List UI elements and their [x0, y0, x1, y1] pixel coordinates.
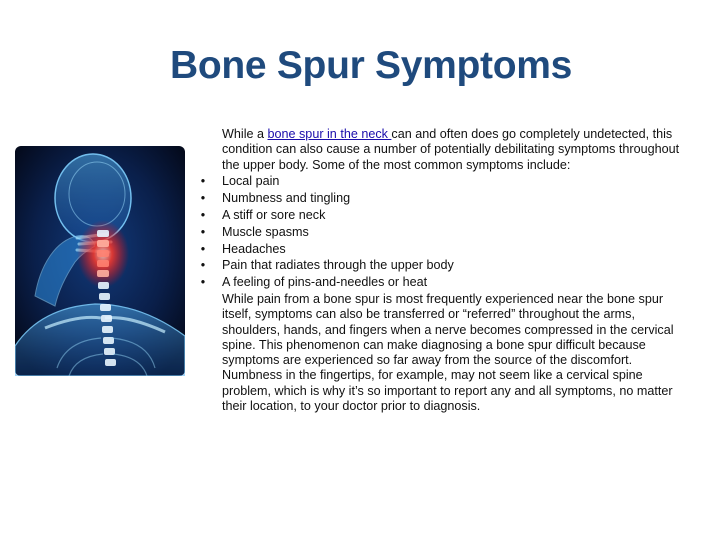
symptom-text: Numbness and tingling	[222, 191, 351, 206]
bullet-icon: •	[200, 191, 206, 206]
symptom-text: A stiff or sore neck	[222, 207, 326, 222]
symptom-text: Headaches	[222, 241, 286, 256]
bullet-icon: •	[200, 207, 206, 222]
symptom-text: Muscle spasms	[222, 224, 309, 239]
bullet-icon: •	[200, 258, 206, 273]
bullet-icon: •	[200, 174, 206, 189]
list-item	[200, 207, 692, 223]
intro-text-before-link: While a	[222, 127, 268, 141]
symptom-text: A feeling of pins-and-needles or heat	[222, 275, 428, 290]
symptom-text: Pain that radiates through the upper body	[222, 258, 454, 273]
list-item	[200, 241, 692, 257]
bullet-icon: •	[200, 224, 206, 239]
list-item	[200, 275, 692, 290]
list-item	[200, 191, 692, 206]
intro-text-after-link: can and often does go completely undetected, this condition can also cause a number of potentially debilitating symptoms throughout the upper body. Some of the most common symptoms include:	[222, 127, 680, 172]
symptom-list	[200, 174, 692, 290]
intro-paragraph	[222, 127, 692, 173]
slide-body	[200, 127, 692, 414]
bone-spur-link[interactable]: bone spur in the neck	[267, 127, 392, 141]
slide-title: Bone Spur Symptoms	[170, 44, 572, 87]
list-item	[200, 258, 692, 273]
cervical-spine-xray-illustration	[15, 146, 185, 376]
bullet-icon: •	[200, 241, 206, 256]
list-item	[200, 174, 692, 189]
bullet-icon: •	[200, 275, 206, 290]
symptom-text: Local pain	[222, 174, 280, 189]
list-item	[200, 224, 692, 240]
closing-paragraph: While pain from a bone spur is most frequently experienced near the bone spur itself, symptoms can also be transferred or “referred” throughout the arms, shoulders, hands, and fingers when a nerve becomes compressed in the cervical spine. This phenomenon can make diagnosing a bone spur difficult because symptoms are experienced so far away from the source of the discomfort. Numbness in the fingertips, for example, may not seem like a cervical spine problem, which is why it’s so important to report any and all symptoms, no matter their location, to your doctor prior to diagnosis.	[222, 291, 674, 414]
